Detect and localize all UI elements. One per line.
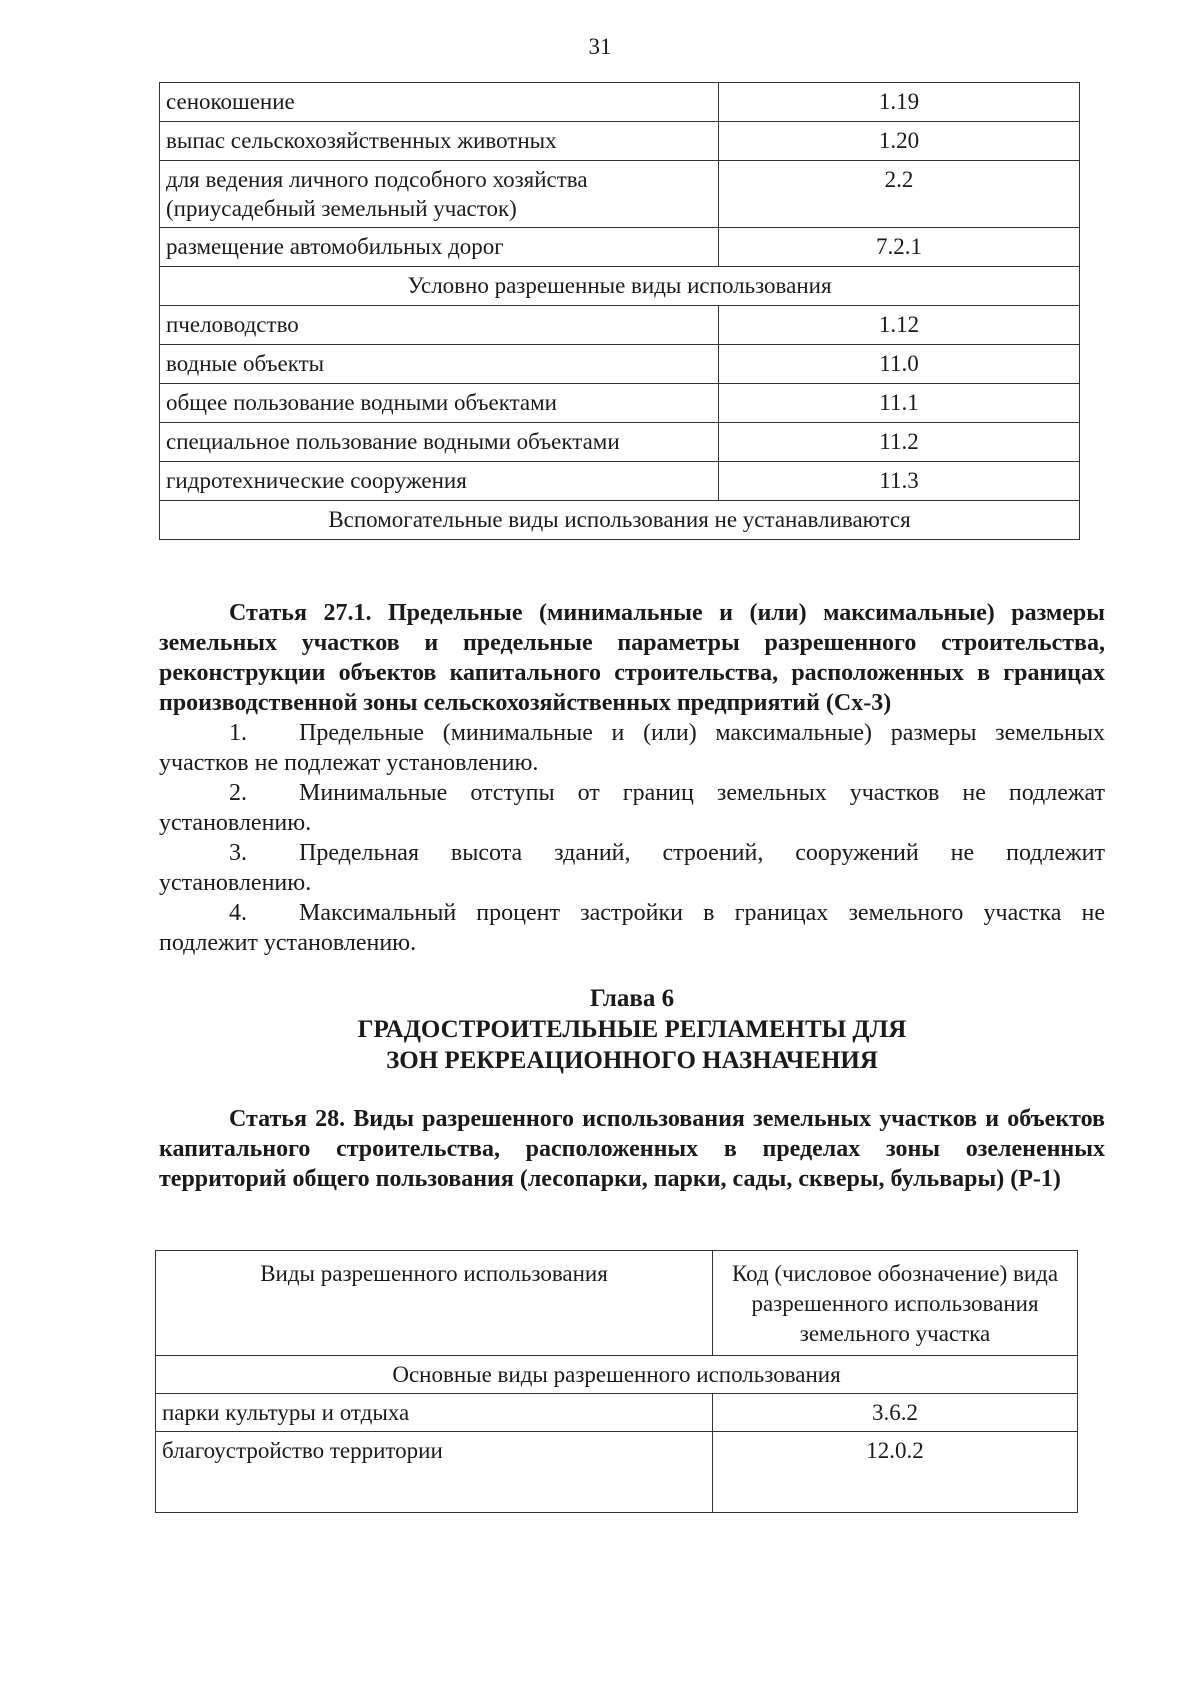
auxiliary-uses-note: Вспомогательные виды использования не устанавливаются (160, 501, 1080, 540)
list-item (159, 838, 1105, 898)
article-27-1 (159, 598, 1105, 958)
use-code-cell: 3.6.2 (713, 1394, 1078, 1432)
item-number: 2. (229, 780, 247, 806)
use-name-cell: выпас сельскохозяйственных животных (160, 122, 719, 161)
table-row (160, 384, 1080, 423)
conditional-uses-header: Условно разрешенные виды использования (160, 267, 1080, 306)
article-28-title: Статья 28. Виды разрешенного использования земельных участков и объектов капитального строительства, расположенных в пределах зоны озелененных территорий общего пользования (лесопарки, парки, сады, скверы, бульвары) (Р-1) (159, 1106, 1105, 1192)
item-text: Предельные (минимальные и (или) максимальные) размеры земельных участков не подлежат установлению. (159, 720, 1105, 776)
use-name-cell: размещение автомобильных дорог (160, 228, 719, 267)
recreation-land-use-table (155, 1250, 1078, 1513)
table-row (160, 423, 1080, 462)
chapter-title-line-1: ГРАДОСТРОИТЕЛЬНЫЕ РЕГЛАМЕНТЫ ДЛЯ (357, 1016, 907, 1043)
chapter-title-line-2: ЗОН РЕКРЕАЦИОННОГО НАЗНАЧЕНИЯ (386, 1047, 878, 1074)
list-item (159, 718, 1105, 778)
item-text: Минимальные отступы от границ земельных участков не подлежат установлению. (159, 780, 1105, 836)
chapter-heading (159, 983, 1105, 1076)
use-name-cell: благоустройство территории (156, 1432, 713, 1513)
table-row (160, 122, 1080, 161)
section-header-row (160, 267, 1080, 306)
use-name-cell: парки культуры и отдыха (156, 1394, 713, 1432)
use-name-cell: водные объекты (160, 345, 719, 384)
use-name-cell: пчеловодство (160, 306, 719, 345)
use-code-cell: 11.3 (719, 462, 1080, 501)
column-header-code: Код (числовое обозначение) вида разрешенного использования земельного участка (713, 1251, 1078, 1356)
use-code-cell: 7.2.1 (719, 228, 1080, 267)
table-row (156, 1394, 1078, 1432)
article-27-1-title: Статья 27.1. Предельные (минимальные и (или) максимальные) размеры земельных участков и предельные параметры разрешенного строительства, реконструкции объектов капитального строительства, расположенных в границах производственной зоны сельскохозяйственных предприятий (Сх-3) (159, 600, 1105, 716)
section-header-row (156, 1356, 1078, 1394)
table-row (156, 1432, 1078, 1513)
use-name-cell: специальное пользование водными объектами (160, 423, 719, 462)
list-item (159, 778, 1105, 838)
chapter-label: Глава 6 (589, 985, 675, 1012)
list-item (159, 898, 1105, 958)
main-uses-header: Основные виды разрешенного использования (156, 1356, 1078, 1394)
column-header-use-type: Виды разрешенного использования (156, 1251, 713, 1356)
table-header-row (156, 1251, 1078, 1356)
use-code-cell: 11.1 (719, 384, 1080, 423)
item-number: 3. (229, 840, 247, 866)
page-number: 31 (588, 34, 612, 59)
use-name-cell: гидротехнические сооружения (160, 462, 719, 501)
table-row (160, 161, 1080, 228)
item-number: 4. (229, 900, 247, 926)
use-code-cell: 1.12 (719, 306, 1080, 345)
table-row (160, 345, 1080, 384)
use-code-cell: 11.2 (719, 423, 1080, 462)
use-name-cell: для ведения личного подсобного хозяйства (приусадебный земельный участок) (160, 161, 719, 228)
item-text: Максимальный процент застройки в границах земельного участка не подлежит установлению. (159, 900, 1105, 956)
use-code-cell: 2.2 (719, 161, 1080, 228)
table-row (160, 83, 1080, 122)
article-28 (159, 1104, 1105, 1194)
use-code-cell: 12.0.2 (713, 1432, 1078, 1513)
use-code-cell: 1.20 (719, 122, 1080, 161)
use-code-cell: 1.19 (719, 83, 1080, 122)
land-use-table-continued (159, 82, 1080, 540)
item-number: 1. (229, 720, 247, 746)
table-row (160, 228, 1080, 267)
use-name-cell: общее пользование водными объектами (160, 384, 719, 423)
table-row (160, 462, 1080, 501)
use-code-cell: 11.0 (719, 345, 1080, 384)
item-text: Предельная высота зданий, строений, сооружений не подлежит установлению. (159, 840, 1105, 896)
use-name-cell: сенокошение (160, 83, 719, 122)
table-row (160, 306, 1080, 345)
section-footer-row (160, 501, 1080, 540)
